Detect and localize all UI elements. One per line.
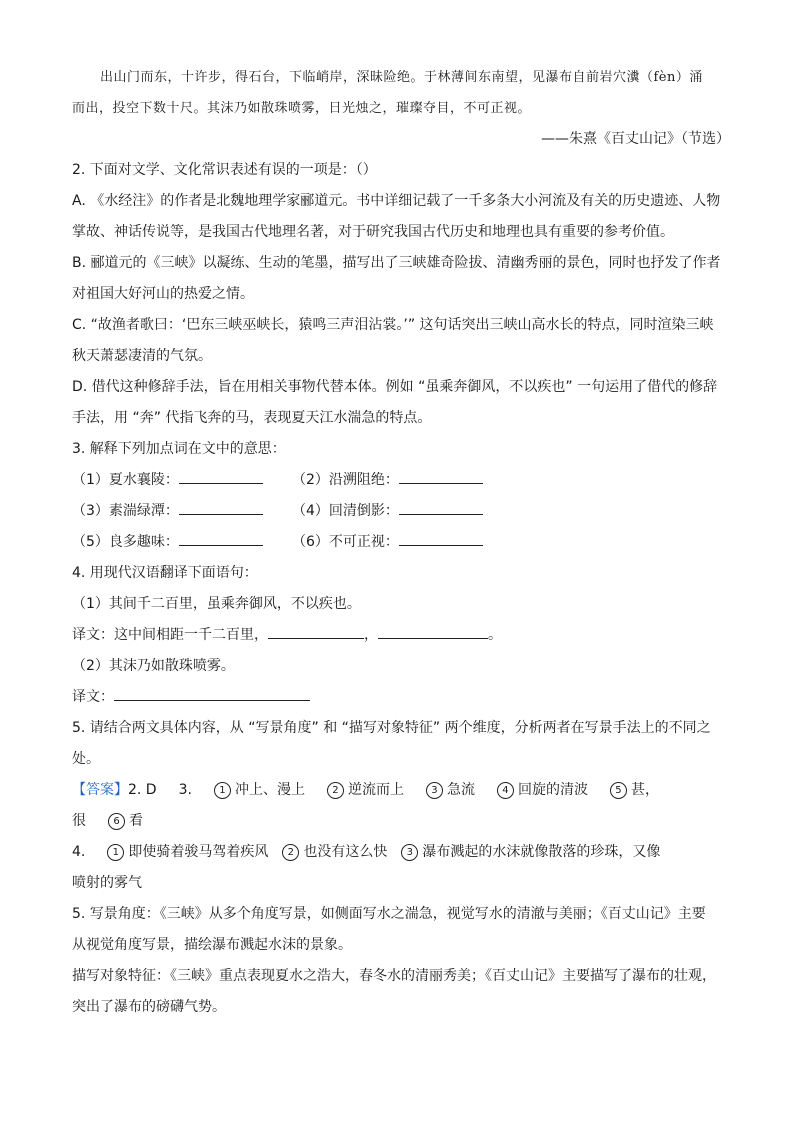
sentence-1: （1）其间千二百里，虽乘奔御风，不以疾也。 [72, 596, 361, 612]
answer-q5-line-4: 突出了瀑布的磅礴气势。 [72, 999, 226, 1015]
answer-q3-item: 回旋的清波 [517, 782, 588, 798]
translation-2 [72, 682, 732, 713]
answer-tag: 【答案】 [72, 782, 128, 798]
answer-q4-item: 瀑布溅起的水沫就像散落的珍珠，又像 [422, 844, 661, 860]
sentence-2: （2）其沫乃如散珠喷雾。 [72, 658, 235, 674]
word-item [292, 465, 512, 496]
circled-number-6: 6 [108, 813, 125, 830]
option-d-line-1: D. 借代这种修辞手法，旨在用相关事物代替本体。例如 “虽乘奔御风，不以疾也” 一句运用了借代的修辞 [72, 379, 718, 395]
circled-number-2: 2 [327, 782, 344, 799]
period: 。 [488, 627, 502, 643]
answer-blank[interactable] [179, 469, 263, 484]
question-3-row [72, 496, 732, 527]
answer-q4-line-2: 喷射的雾气 [72, 875, 142, 891]
translation-label: 译文： [72, 689, 114, 705]
answer-blank[interactable] [399, 469, 483, 484]
word-label: （4）回清倒影： [292, 503, 399, 519]
word-item [292, 496, 512, 527]
passage-source: ——朱熹《百丈山记》（节选） [541, 131, 730, 147]
option-a-line-2: 掌故、神话传说等，是我国古代地理名著，对于研究我国古代历史和地理也具有重要的参考价值。 [72, 224, 674, 240]
question-5-line-2: 处。 [72, 751, 100, 767]
answer-blank[interactable] [114, 686, 310, 701]
question-3-row [72, 527, 732, 558]
option-b-line-1: B. 郦道元的《三峡》以凝练、生动的笔墨，描写出了三峡雄奇险拔、清幽秀丽的景色，同时也抒发了作者 [72, 255, 721, 271]
answer-q3-item: 看 [129, 813, 143, 829]
word-label: （3）素湍绿潭： [72, 503, 179, 519]
circled-number-5: 5 [610, 782, 627, 799]
word-item [72, 496, 292, 527]
circled-number-3: 3 [401, 844, 418, 861]
answer-q3-item: 逆流而上 [347, 782, 404, 798]
word-label: （5）良多趣味： [72, 534, 179, 550]
answer-q3-item: 急流 [446, 782, 475, 798]
answer-line-2 [72, 806, 732, 837]
question-5-line-1: 5. 请结合两文具体内容，从 “写景角度” 和 “描写对象特征” 两个维度，分析两者在写景手法上的不同之 [72, 720, 711, 736]
circled-number-1: 1 [107, 844, 124, 861]
option-c-line-2: 秋天萧瑟凄清的气氛。 [72, 348, 212, 364]
answer-q3-label: 3. [178, 782, 192, 798]
word-item [72, 527, 292, 558]
answer-q3-cont: 很 [72, 813, 86, 829]
translation-label: 译文：这中间相距一千二百里， [72, 627, 268, 643]
comma: ， [364, 627, 378, 643]
passage-line-1: 出山门而东，十许步，得石台，下临峭岸，深昧险绝。于林薄间东南望，见瀑布自前岩穴瀵（fèn）涌 [100, 70, 703, 85]
document-page [72, 62, 732, 1023]
answer-q3-item: 甚， [630, 782, 659, 798]
answer-q5-line-3: 描写对象特征：《三峡》重点表现夏水之浩大，春冬水的清丽秀美；《百丈山记》主要描写了瀑布的壮观， [72, 968, 716, 984]
option-d-line-2: 手法，用 “奔” 代指飞奔的马，表现夏天江水湍急的特点。 [72, 410, 432, 426]
word-label: （2）沿溯阻绝： [292, 472, 399, 488]
circled-number-2: 2 [282, 844, 299, 861]
answer-blank[interactable] [179, 500, 263, 515]
answer-q2: 2. D [128, 782, 157, 798]
answer-blank[interactable] [399, 531, 483, 546]
answer-blank[interactable] [268, 624, 364, 639]
circled-number-1: 1 [214, 782, 231, 799]
answer-q3-item: 冲上、漫上 [234, 782, 305, 798]
answer-blank[interactable] [179, 531, 263, 546]
circled-number-3: 3 [426, 782, 443, 799]
answer-q4-item: 即使骑着骏马驾着疾风 [128, 844, 269, 860]
answer-blank[interactable] [378, 624, 488, 639]
answer-q4-line-1 [72, 837, 732, 868]
question-2-stem: 2. 下面对文学、文化常识表述有误的一项是：（） [72, 162, 377, 178]
answer-blank[interactable] [399, 500, 483, 515]
translation-1 [72, 620, 732, 651]
answer-q4-label: 4. [72, 844, 86, 860]
circled-number-4: 4 [497, 782, 514, 799]
question-3-stem: 3. 解释下列加点词在文中的意思： [72, 441, 286, 457]
answer-q5-line-2: 从视觉角度写景，描绘瀑布溅起水沫的景象。 [72, 937, 352, 953]
passage-line-2: 而出，投空下数十尺。其沫乃如散珠喷雾，日光烛之，璀璨夺目，不可正视。 [72, 101, 532, 116]
word-item [72, 465, 292, 496]
question-4-stem: 4. 用现代汉语翻译下面语句： [72, 565, 258, 581]
option-b-line-2: 对祖国大好河山的热爱之情。 [72, 286, 254, 302]
answer-q4-item: 也没有这么快 [303, 844, 388, 860]
option-c-line-1: C. “故渔者歌曰：‘巴东三峡巫峡长，猿鸣三声泪沾裳。’” 这句话突出三峡山高水长的特点，同时渲染三峡 [72, 317, 714, 333]
question-3-row [72, 465, 732, 496]
word-item [292, 527, 512, 558]
answer-line-1 [72, 775, 732, 806]
word-label: （6）不可正视： [292, 534, 399, 550]
answer-q5-line-1: 5. 写景角度：《三峡》从多个角度写景，如侧面写水之湍急，视觉写水的清澈与美丽；《百丈山记》主要 [72, 906, 706, 922]
word-label: （1）夏水襄陵： [72, 472, 179, 488]
option-a-line-1: A. 《水经注》的作者是北魏地理学家郦道元。书中详细记载了一千多条大小河流及有关的历史遗迹、人物 [72, 193, 721, 209]
